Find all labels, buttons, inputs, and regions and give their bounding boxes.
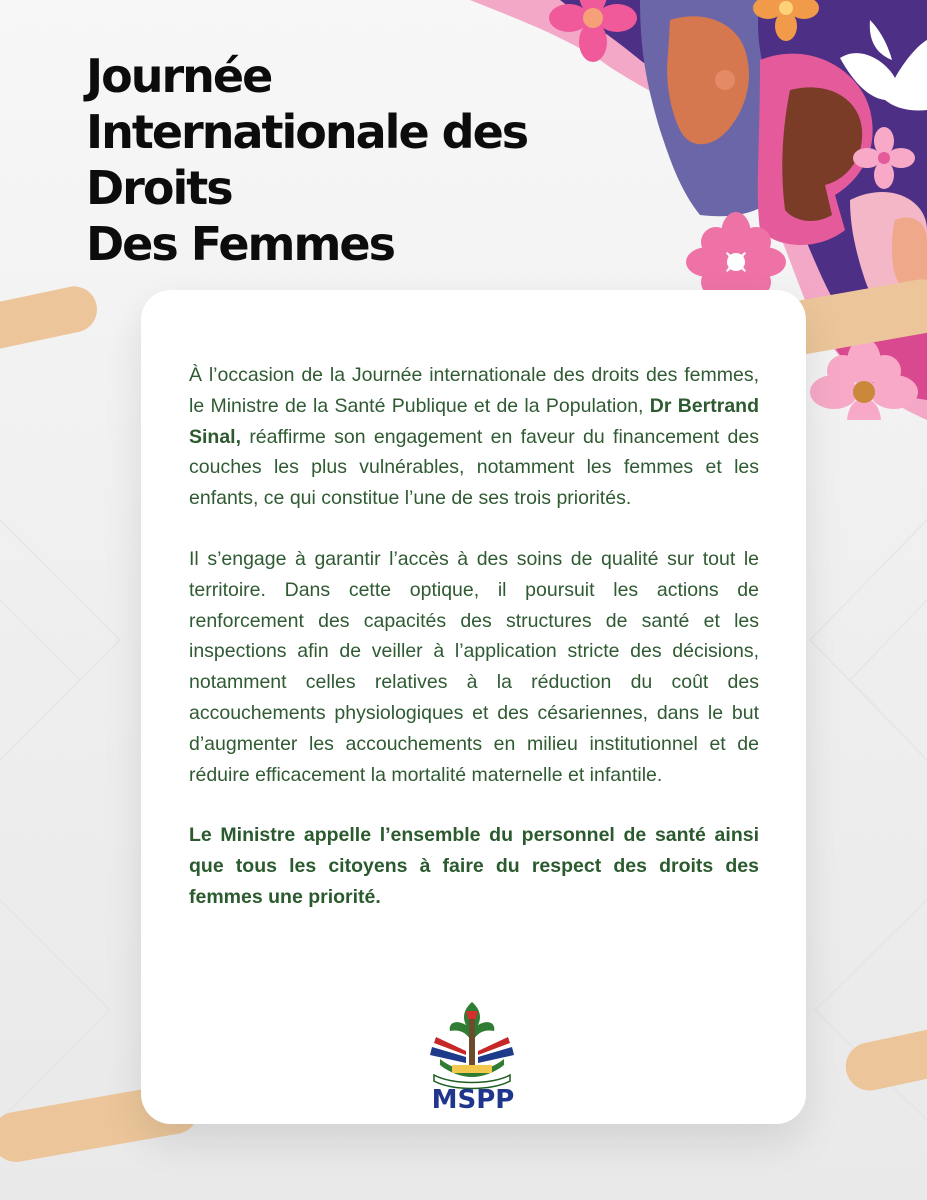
- title-line: Droits: [86, 161, 232, 215]
- statement-text: [189, 360, 759, 943]
- minister-name: Dr Bertrand Sinal,: [189, 394, 759, 448]
- mspp-logo-text: MSPP: [431, 1085, 515, 1115]
- title-line: Internationale des: [86, 105, 528, 159]
- title-line: Journée: [86, 49, 272, 103]
- statement-card: [141, 290, 806, 1124]
- paragraph-intro: [189, 360, 759, 514]
- paragraph-text: À l’occasion de la Journée internationale des droits des femmes, le Ministre de la Santé Publique et de la Population,: [189, 364, 759, 417]
- paragraph-call-to-action: Le Ministre appelle l’ensemble du personnel de santé ainsi que tous les citoyens à faire du respect des droits des femmes une priorité.: [189, 824, 759, 908]
- title-line: Des Femmes: [86, 217, 394, 271]
- haiti-coat-of-arms-icon: [422, 997, 522, 1092]
- paragraph-commitment: Il s’engage à garantir l’accès à des soins de qualité sur tout le territoire. Dans cette optique, il poursuit les actions de renforcement des capacités des structures de santé et les inspections afin de veiller à l’application stricte des décisions, notamment celles relatives à la réduction du coût des accouchements physiologiques et des césariennes, dans le but d’augmenter les accouchements en milieu institutionnel et de réduire efficacement la mortalité maternelle et infantile.: [189, 547, 759, 786]
- paragraph-text: réaffirme son engagement en faveur du financement des couches les plus vulnérables, notamment les femmes et les enfants, ce qui constitue l’une de ses trois priorités.: [189, 425, 759, 510]
